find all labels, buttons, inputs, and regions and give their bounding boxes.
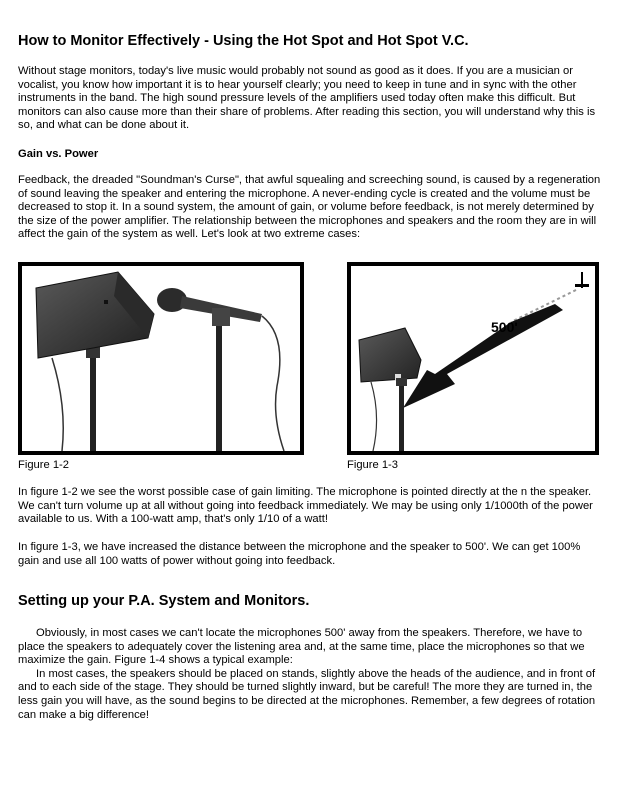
figure-1-2-caption: Figure 1-2 xyxy=(18,459,69,471)
figure-1-3-caption: Figure 1-3 xyxy=(347,459,398,471)
setup-paragraph-1: Obviously, in most cases we can't locate the microphones 500' away from the speakers. Therefore, we have to place the speakers to adequately cover the listening area and, at the same time, place the microphones so that we maximize the gain. Figure 1-4 shows a typical example: xyxy=(18,627,585,667)
setup-heading: Setting up your P.A. System and Monitors. xyxy=(18,593,310,609)
gain-vs-power-heading: Gain vs. Power xyxy=(18,148,99,160)
distance-label: 500' xyxy=(491,319,518,335)
speaker-mic-distant-illustration xyxy=(351,266,595,451)
figure-1-3-image xyxy=(347,262,599,455)
figure-1-3-paragraph: In figure 1-3, we have increased the distance between the microphone and the speaker to 500'. We can get 100% gain and use all 100 watts of power without going into feedback. xyxy=(18,541,581,567)
page-title: How to Monitor Effectively - Using the Hot Spot and Hot Spot V.C. xyxy=(18,33,469,49)
speaker-mic-close-illustration xyxy=(22,266,300,451)
setup-paragraph-2: In most cases, the speakers should be placed on stands, slightly above the heads of the audience, and in front of and to each side of the stage. They should be turned slightly inward, but be careful! The more they are turned in, the less gain you will have, as the sound begins to be directed at the microphones. Remember, a few degrees of rotation can make a big difference! xyxy=(18,667,596,721)
figure-1-2-paragraph: In figure 1-2 we see the worst possible case of gain limiting. The microphone is pointed directly at the n the speaker. We can't turn volume up at all without going into feedback immediately. We may be using only 1/1000th of the power available to us. With a 100-watt amp, that's only 1/10 of a watt! xyxy=(18,486,593,526)
feedback-paragraph: Feedback, the dreaded "Soundman's Curse", that awful squealing and screeching sound, is caused by a regeneration of sound leaving the speaker and entering the microphone. A never-ending cycle is created and the volume must be decreased to stop it. In a sound system, the amount of gain, or volume before feedback, is not merely determined by the size of the power amplifier. The relationship between the microphones and speakers and the room they are in will affect the gain of the system as well. Let's look at two extreme cases: xyxy=(18,174,601,241)
setup-paragraphs xyxy=(18,627,604,722)
figure-1-2-image xyxy=(18,262,304,455)
intro-paragraph: Without stage monitors, today's live music would probably not sound as good as it does. If you are a musician or vocalist, you know how important it is to hear yourself clearly; you need to keep in tune and in sync with the other instruments in the band. The high sound pressure levels of the amplifiers used today often make this difficult. But monitors can also cause more than their share of problems. After reading this section, you will understand why this is so, and what can be done about it. xyxy=(18,65,596,132)
